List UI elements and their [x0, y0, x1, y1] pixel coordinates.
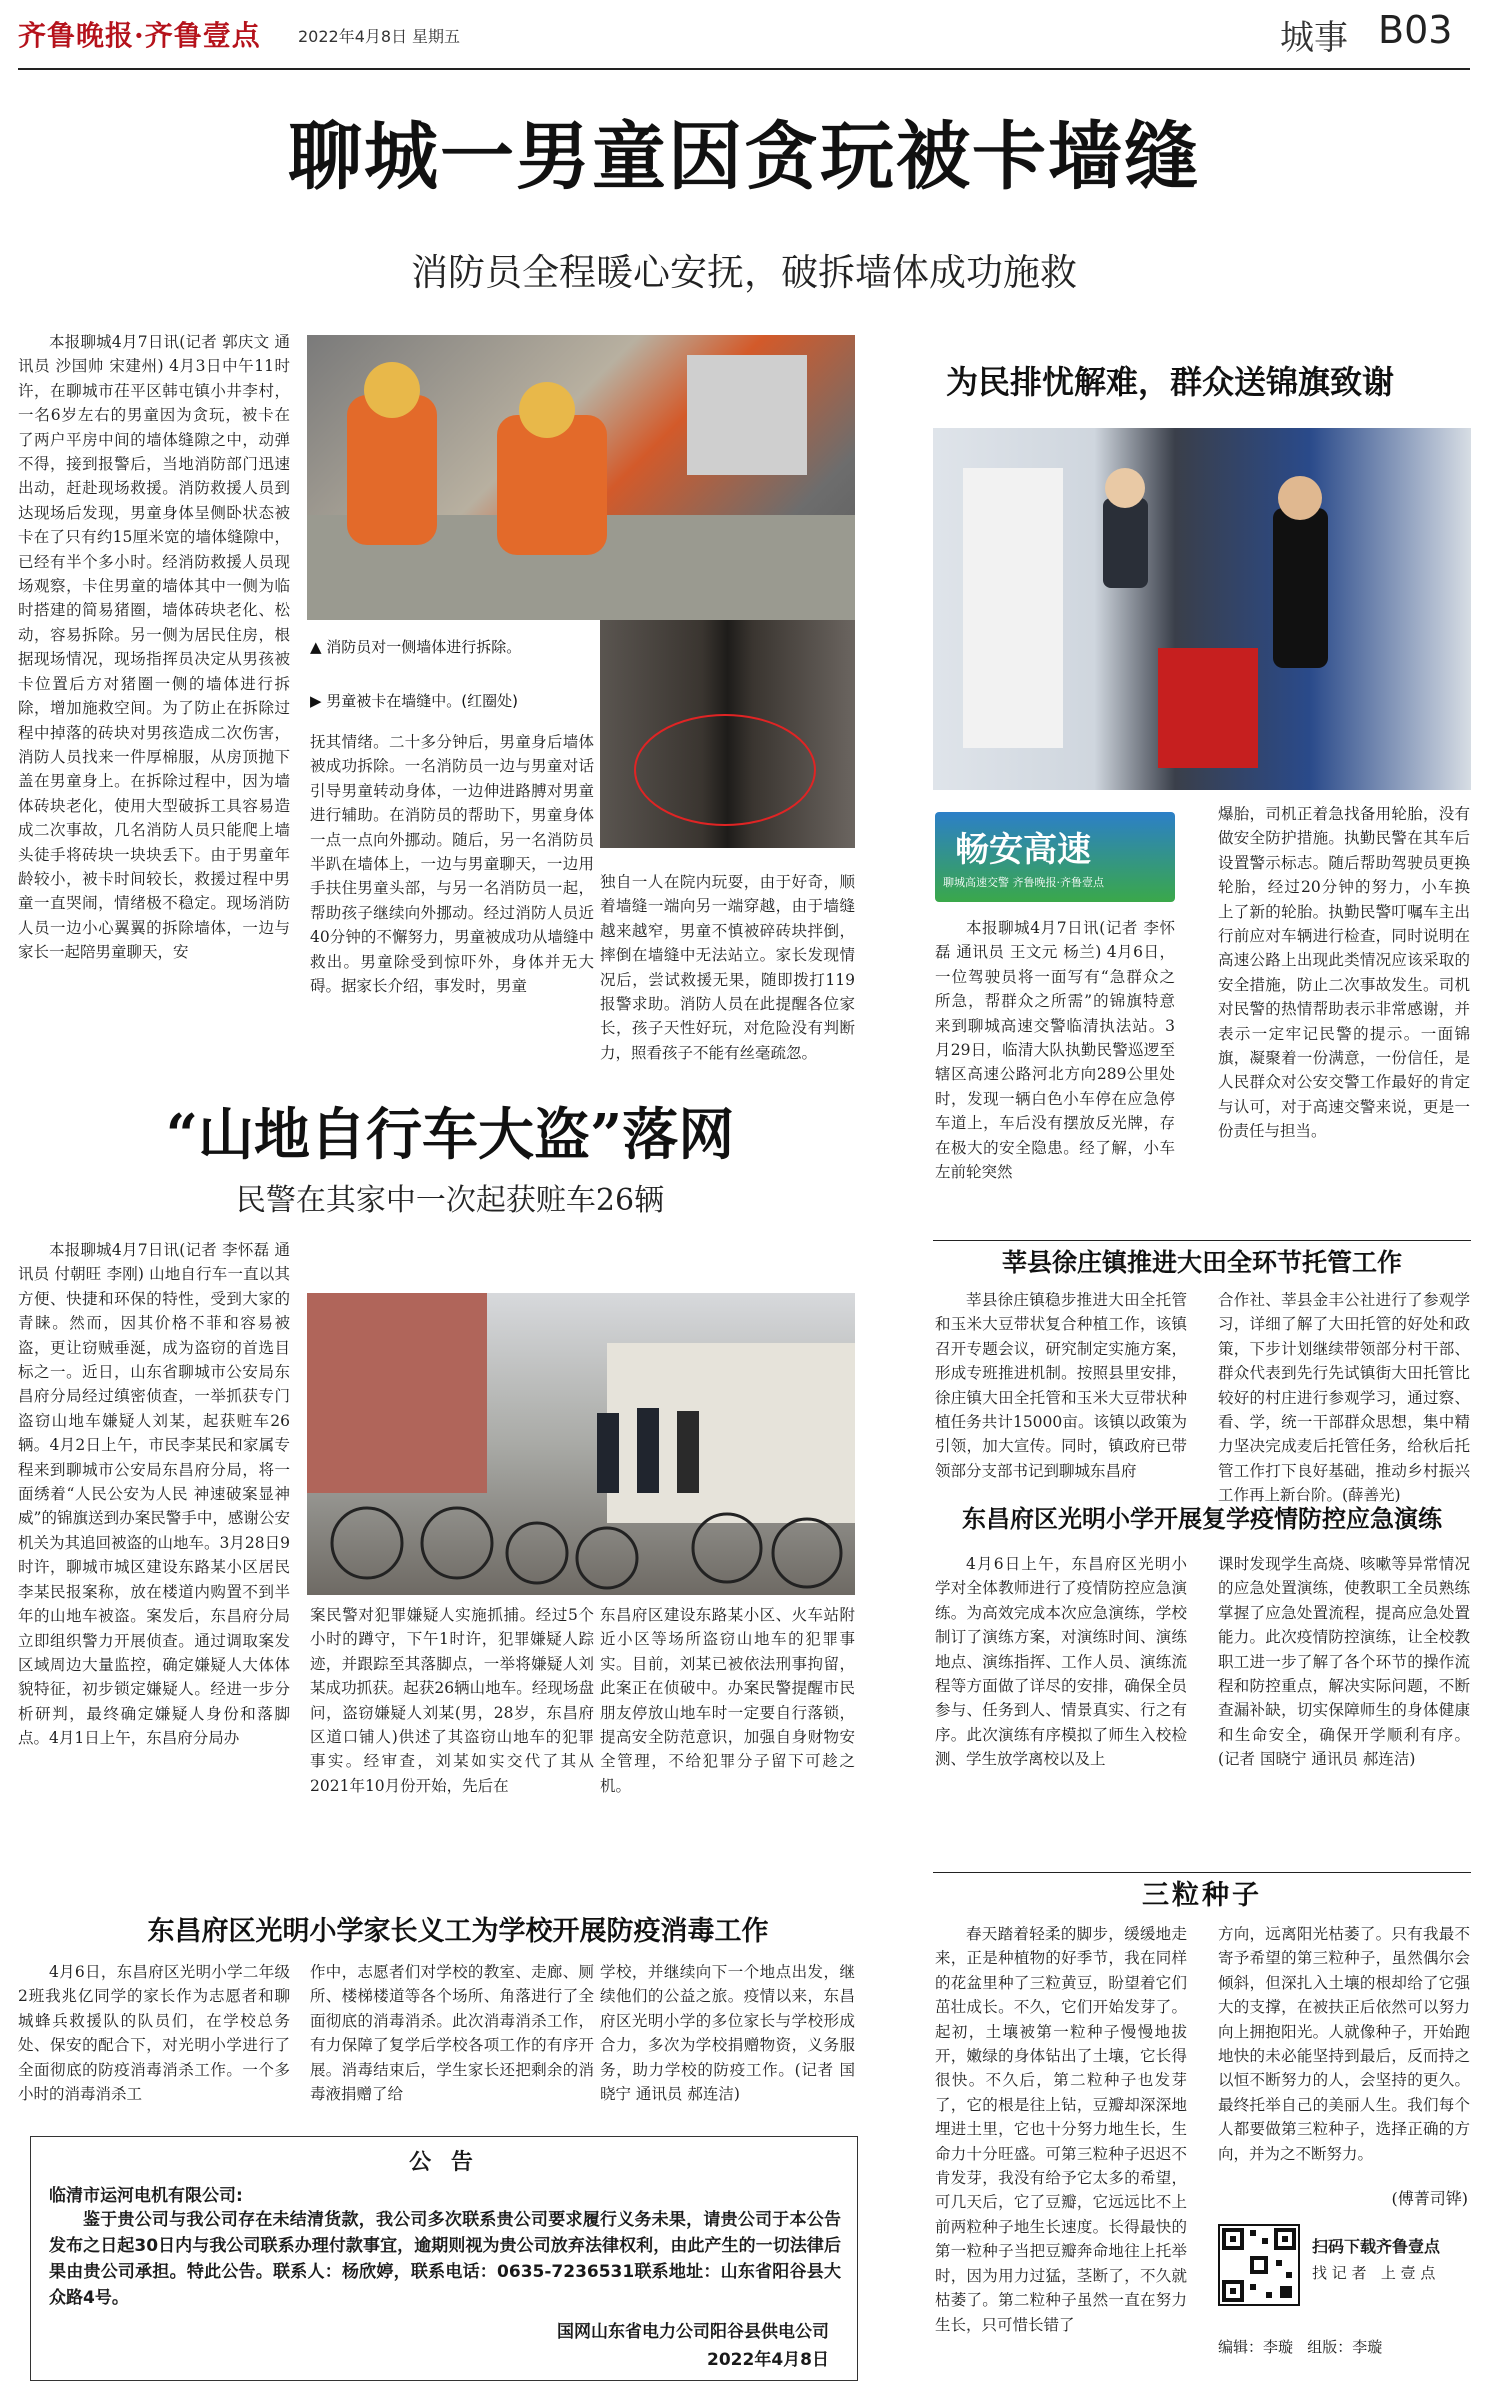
- section-name: 城事: [1280, 18, 1348, 58]
- story4-col1: 莘县徐庄镇稳步推进大田全托管和玉米大豆带状复合种植工作，该镇召开专题会议，研究制定实施方案，形成专班推进机制。按照县里安排，徐庄镇大田全托管和玉米大豆带状种植任务共计15000亩。该镇以政策为引领，加大宣传。同时，镇政府已带领部分支部书记到聊城东昌府: [935, 1291, 1187, 1480]
- story3-title: “山地自行车大盗”落网: [165, 1102, 735, 1168]
- masthead: [0, 0, 1488, 72]
- qr-code-icon: [1220, 2226, 1298, 2304]
- story1-col3: 独自一人在院内玩耍，由于好奇，顺着墙缝一端向另一端穿越，由于墙缝越来越窄，男童不慎被碎砖块拌倒，摔倒在墙缝中无法站立。家长发现情况后，尝试救援无果，随即拨打119报警求助。消防人员在此提醒各位家长，孩子天性好玩，对危险没有判断力，照看孩子不能有丝毫疏忽。: [600, 873, 855, 1062]
- bicycles-scene-icon: [307, 1293, 855, 1595]
- notice-date: 2022年4月8日: [707, 2350, 829, 2370]
- qr-line1: 扫码下载齐鲁壹点: [1312, 2237, 1441, 2256]
- story2-col1: 本报聊城4月7日讯(记者 李怀磊 通讯员 王文元 杨兰) 4月6日，一位驾驶员将一面写有“急群众之所急，帮群众之所需”的锦旗特意来到聊城高速交警临清执法站。3月29日，临清大队执勤民警巡逻至辖区高速公路河北方向289公里处时，发现一辆白色小车停在应急停车道上，车后没有摆放反光牌，存在极大的安全隐患。经了解，小车左前轮突然: [935, 919, 1175, 1182]
- story2-banner: [935, 812, 1175, 902]
- story3-subtitle: 民警在其家中一次起获赃车26辆: [235, 1183, 665, 1218]
- notice-signer: 国网山东省电力公司阳谷县供电公司: [557, 2322, 829, 2342]
- notice-title: 公 告: [409, 2150, 479, 2175]
- story6-col1: 4月6日，东昌府区光明小学二年级2班我兆亿同学的家长作为志愿者和聊城蜂兵救援队的队员们，在学校总务处、保安的配合下，对光明小学进行了全面彻底的防疫消毒消杀工作。一个多小时的消毒消杀工: [18, 1963, 290, 2104]
- story1-title: 聊城一男童因贪玩被卡墙缝: [288, 114, 1200, 200]
- story1-caption1: ▲ 消防员对一侧墙体进行拆除。: [310, 638, 522, 656]
- story7-title: 三粒种子: [1142, 1880, 1262, 1911]
- banner-title: 畅安高速: [955, 830, 1091, 870]
- story1-col1: 本报聊城4月7日讯(记者 郭庆文 通讯员 沙国帅 宋建州) 4月3日中午11时许，在聊城市茌平区韩屯镇小井李村，一名6岁左右的男童因为贪玩，被卡在了两户平房中间的墙体缝隙之中，动弹不得，接到报警后，当地消防部门迅速出动，赶赴现场救援。消防救援人员到达现场后发现，男童身体呈侧卧状态被卡在了只有约15厘米宽的墙体缝隙中，已经有半个多小时。经消防救援人员现场观察，卡住男童的墙体其中一侧为临时搭建的简易猪圈，墙体砖块老化、松动，容易拆除。另一侧为居民住房，根据现场情况，现场指挥员决定从男孩被卡位置后方对猪圈一侧的墙体进行拆除，增加施救空间。为了防止在拆除过程中掉落的砖块对男孩造成二次伤害，消防人员找来一件厚棉服，从房顶抛下盖在男童身上。在拆除过程中，因为墙体砖块老化，使用大型破拆工具容易造成二次事故，几名消防人员只能爬上墙头徒手将砖块一块块丢下。由于男童年龄较小，被卡时间较长，救援过程中男童一直哭闹，情绪极不稳定。现场消防人员一边小心翼翼的拆除墙体，一边与家长一起陪男童聊天，安: [18, 333, 290, 962]
- story1-photo-firefighters: [307, 335, 855, 620]
- story7-col1: 春天踏着轻柔的脚步，缓缓地走来，正是种植物的好季节，我在同样的花盆里种了三粒黄豆，盼望着它们茁壮成长。不久，它们开始发芽了。起初，土壤被第一粒种子慢慢地拔开，嫩绿的身体钻出了土壤，它长得很快。不久后，第二粒种子也发芽了，它的根是往上钻，豆瓣却深深地埋进土里，它也十分努力地生长，生命力十分旺盛。可第三粒种子迟迟不肯发芽，我没有给予它太多的希望，可几天后，它了豆瓣，它远远比不上前两粒种子地生长速度。长得最快的第一粒种子当把豆瓣奔命地往上托举时，因为用力过猛，茎断了，不久就枯萎了。第二粒种子虽然一直在努力生长，只可惜长错了: [935, 1925, 1187, 2334]
- police-and-banner-icon: [933, 428, 1471, 790]
- masthead-rule: [18, 68, 1470, 70]
- story2-col2: 爆胎，司机正着急找备用轮胎，没有做安全防护措施。执勤民警在其车后设置警示标志。随后帮助驾驶员更换轮胎，经过20分钟的努力，小车换上了新的轮胎。执勤民警叮嘱车主出行前应对车辆进行检查，同时说明在高速公路上出现此类情况应该采取的安全措施，防止二次事故发生。司机对民警的热情帮助表示非常感谢，并表示一定牢记民警的提示。一面锦旗，凝聚着一份满意，一份信任，是人民群众对公安交警工作最好的肯定与认可，对于高速交警来说，更是一份责任与担当。: [1218, 805, 1470, 1141]
- red-circle-marker-icon: [600, 620, 855, 848]
- story6-title: 东昌府区光明小学家长义工为学校开展防疫消毒工作: [147, 1916, 769, 1947]
- story2-photo-banner: [933, 428, 1471, 790]
- issue-date: 2022年4月8日: [298, 27, 408, 46]
- story4-title: 莘县徐庄镇推进大田全环节托管工作: [1001, 1248, 1402, 1277]
- story4-col2: 合作社、莘县金丰公社进行了参观学习，详细了解了大田托管的好处和政策，下步计划继续带领部分村干部、群众代表到先行先试镇街大田托管比较好的村庄进行参观学习，通过察、看、学，统一干部群众思想，集中精力坚决完成麦后托管任务，给秋后托管工作打下良好基础，推动乡村振兴工作再上新台阶。(薛善光): [1218, 1291, 1470, 1505]
- story3-col1: 本报聊城4月7日讯(记者 李怀磊 通讯员 付朝旺 李刚) 山地自行车一直以其方便、快捷和环保的特性，受到大家的青睐。然而，因其价格不菲和容易被盗，更让窃贼垂涎，成为盗窃的首选目标之一。近日，山东省聊城市公安局东昌府分局经过缜密侦查，一举抓获专门盗窃山地车嫌疑人刘某，起获赃车26辆。4月2日上午，市民李某民和家属专程来到聊城市公安局东昌府分局，将一面绣着“人民公安为人民 神速破案显神威”的锦旗送到办案民警手中，感谢公安机关为其追回被盗的山地车。3月28日9时许，聊城市城区建设东路某小区居民李某民报案称，放在楼道内购置不到半年的山地车被盗。案发后，东昌府分局立即组织警力开展侦查。通过调取案发区域周边大量监控，确定嫌疑人大体体貌特征，初步锁定嫌疑人。经进一步分析研判，最终确定嫌疑人身份和落脚点。4月1日上午，东昌府分局办: [18, 1241, 290, 1748]
- story7-author: (傅菁司铧): [1391, 2189, 1468, 2208]
- notice-body: 鉴于贵公司与我公司存在未结清货款，我公司多次联系贵公司要求履行义务未果，请贵公司于本公告发布之日起30日内与我公司联系办理付款事宜，逾期则视为贵公司放弃法律权利，由此产生的一切法律后果由贵公司承担。特此公告。联系人：杨欣婷，联系电话：0635-7236531联系地址：山东省阳谷县大众路4号。: [49, 2210, 841, 2308]
- notice-box: [30, 2136, 858, 2381]
- story3-photo-bicycles: [307, 1293, 855, 1595]
- story4-top-rule: [933, 1240, 1471, 1241]
- story6-col2: 作中，志愿者们对学校的教室、走廊、厕所、楼梯楼道等各个场所、角落进行了全面彻底的消毒消杀。此次消毒消杀工作，有力保障了复学后学校各项工作的有序开展。消毒结束后，学生家长还把剩余的消毒液捐赠了给: [310, 1963, 594, 2104]
- notice-recipient: 临清市运河电机有限公司:: [49, 2186, 243, 2206]
- story7-col2: 方向，远离阳光枯萎了。只有我最不寄予希望的第三粒种子，虽然偶尔会倾斜，但深扎入土壤的根却给了它强大的支撑，在被扶正后依然可以努力向上拥抱阳光。人就像种子，开始跑地快的未必能坚持到最后，反而持之以恒不断努力的人，会坚持的更久。最终托举自己的美丽人生。我们每个人都要做第三粒种子，选择正确的方向，并为之不断努力。: [1218, 1925, 1470, 2163]
- story3-col2: 案民警对犯罪嫌疑人实施抓捕。经过5个小时的蹲守，下午1时许，犯罪嫌疑人踪迹，并跟踪至其落脚点，一举将嫌疑人刘某成功抓获。起获26辆山地车。经现场盘问，盗窃嫌疑人刘某(男，28岁，东昌府区道口铺人)供述了其盗窃山地车的犯罪事实。经审查，刘某如实交代了其从2021年10月份开始，先后在: [310, 1606, 594, 1795]
- page-number: B03: [1378, 8, 1453, 52]
- story5-col2: 课时发现学生高烧、咳嗽等异常情况的应急处置演练，使教职工全员熟练掌握了应急处置流程，提高应急处置能力。此次疫情防控演练，让全校教职工进一步了解了各个环节的操作流程和防控重点，解决实际问题，不断查漏补缺，切实保障师生的身体健康和生命安全，确保开学顺利有序。(记者 国晓宁 通讯员 郝连洁): [1218, 1555, 1470, 1769]
- story1-photo-wall-gap: [600, 620, 855, 848]
- story5-col1: 4月6日上午，东昌府区光明小学对全体教师进行了疫情防控应急演练。为高效完成本次应急演练，学校制订了演练方案，对演练时间、演练地点、演练指挥、工作人员、演练流程等方面做了详尽的安排，确保全员参与、任务到人、情景真实、行之有序。此次演练有序模拟了师生入校检测、学生放学离校以及上: [935, 1555, 1187, 1769]
- story1-col2: 抚其情绪。二十多分钟后，男童身后墙体被成功拆除。一名消防员一边与男童对话引导男童转动身体，一边伸进路膊对男童进行辅助。在消防员的帮助下，男童身体一点一点向外挪动。随后，另一名消防员半趴在墙体上，一边与男童聊天，一边用手扶住男童头部，与另一名消防员一起，帮助孩子继续向外挪动。经过消防人员近40分钟的不懈努力，男童被成功从墙缝中救出。男童除受到惊吓外，身体并无大碍。据家长介绍，事发时，男童: [310, 733, 594, 996]
- story1-subtitle: 消防员全程暖心安抚，破拆墙体成功施救: [411, 251, 1077, 294]
- story7-top-rule: [933, 1872, 1471, 1873]
- story3-col3: 东昌府区建设东路某小区、火车站附近小区等场所盗窃山地车的犯罪事实。目前，刘某已被依法刑事拘留，此案正在侦破中。办案民警提醒市民朋友停放山地车时一定要自行落锁，提高安全防范意识，加强自身财物安全管理，不给犯罪分子留下可趁之机。: [600, 1606, 855, 1795]
- story1-caption2: ▶ 男童被卡在墙缝中。(红圈处): [310, 692, 519, 710]
- qr-line2: 找 记 者 上 壹 点: [1312, 2264, 1436, 2282]
- story2-title: 为民排忧解难，群众送锦旗致谢: [945, 363, 1394, 401]
- banner-sub: 聊城高速交警 齐鲁晚报·齐鲁壹点: [943, 876, 1104, 889]
- brand-logo: 齐鲁晚报·齐鲁壹点: [18, 19, 261, 52]
- qr-code[interactable]: [1218, 2224, 1300, 2306]
- story6-col3: 学校，并继续向下一个地点出发，继续他们的公益之旅。疫情以来，东昌府区光明小学的多位家长与学校形成合力，多次为学校捐赠物资，义务服务，助力学校的防疫工作。(记者 国晓宁 通讯员 郝连洁): [600, 1963, 855, 2104]
- firefighter-scene-icon: [307, 335, 855, 620]
- story5-title: 东昌府区光明小学开展复学疫情防控应急演练: [962, 1504, 1442, 1533]
- issue-weekday: 星期五: [412, 27, 461, 46]
- editor-credit: 编辑：李璇 组版：李璇: [1218, 2338, 1383, 2356]
